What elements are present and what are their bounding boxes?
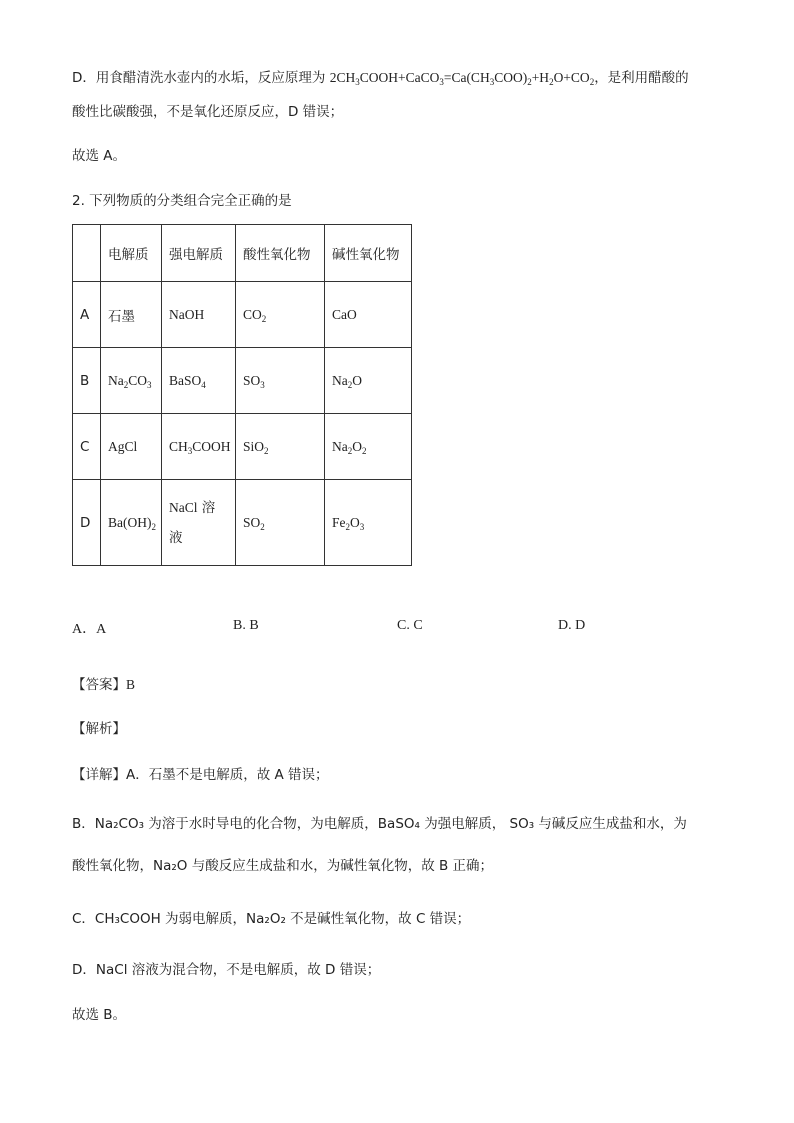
detail-label: 【详解】 (72, 767, 126, 783)
cell-text: 石墨 (108, 308, 135, 325)
analysis-title: 【解析】 (72, 721, 126, 737)
table-cell: $Na_2O_2$ (325, 414, 412, 480)
question-stem: 2. 下列物质的分类组合完全正确的是 (72, 193, 292, 209)
option-d: D. D (558, 618, 586, 633)
option-c: C. C (397, 618, 423, 633)
table-cell: $SO_2$ (236, 480, 325, 566)
header-electrolyte: 电解质 (101, 225, 162, 282)
detail-d-line: D．NaCl 溶液为混合物，不是电解质，故 D 错误； (72, 962, 381, 978)
table-cell: $Na_2CO_3$ (101, 348, 162, 414)
table-cell: $CO_2$ (236, 282, 325, 348)
detail-a-text: A．石墨不是电解质，故 A 错误； (126, 767, 329, 783)
answer-line (72, 673, 135, 693)
classification-table (72, 224, 412, 566)
option-a: A．A (72, 622, 107, 637)
table-cell: $Na_2O$ (325, 348, 412, 414)
detail-b-line-1: B．Na₂CO₃ 为溶于水时导电的化合物，为电解质，BaSO₄ 为强电解质， SO₃ 与碱反应生成盐和水，为 (72, 816, 687, 832)
prev-explanation-d-cont: 酸性比碳酸强，不是氧化还原反应，D 错误； (72, 104, 344, 120)
table-cell: AgCl (101, 414, 162, 480)
table-cell: CaO (325, 282, 412, 348)
detail-c-line: C．CH₃COOH 为弱电解质，Na₂O₂ 不是碱性氧化物，故 C 错误； (72, 911, 471, 927)
table-cell: $SO_3$ (236, 348, 325, 414)
table-cell: NaOH (162, 282, 236, 348)
reaction-equation: $2CH_3COOH+CaCO_3=Ca(CH_3COO)_2+H_2O+CO_2$ (329, 70, 595, 87)
header-cell-empty (73, 225, 101, 282)
prev-d-text-end: ，是利用醋酸的 (594, 70, 689, 86)
header-basic-oxide: 碱性氧化物 (325, 225, 412, 282)
answer-label: 【答案】 (72, 677, 126, 693)
row-label: A (73, 282, 101, 348)
table-cell: SiO$_2$ (236, 414, 325, 480)
row-label: B (73, 348, 101, 414)
table-row (73, 282, 412, 348)
table-cell: $Fe_2O_3$ (325, 480, 412, 566)
prev-d-text: D．用食醋清洗水壶内的水垢，反应原理为 (72, 70, 330, 86)
row-label: C (73, 414, 101, 480)
final-conclusion: 故选 B。 (72, 1007, 127, 1023)
table-cell (101, 282, 162, 348)
row-label: D (73, 480, 101, 566)
table-cell: BaSO$_4$ (162, 348, 236, 414)
table-row (73, 348, 412, 414)
detail-a-line (72, 763, 329, 783)
table-cell: $Ba(OH)_2$ (101, 480, 162, 566)
detail-b-line-2: 酸性氧化物，Na₂O 与酸反应生成盐和水，为碱性氧化物，故 B 正确； (72, 858, 494, 874)
table-row (73, 480, 412, 566)
prev-explanation-d-line (72, 66, 689, 86)
header-acidic-oxide: 酸性氧化物 (236, 225, 325, 282)
prev-conclusion: 故选 A。 (72, 148, 127, 164)
header-strong-electrolyte: 强电解质 (162, 225, 236, 282)
table-cell: NaCl 溶 液 (162, 480, 236, 566)
table-header-row (73, 225, 412, 282)
answer-value: B (126, 677, 136, 692)
option-b: B. B (233, 618, 259, 633)
table-row (73, 414, 412, 480)
table-cell: $CH_3COOH$ (162, 414, 236, 480)
